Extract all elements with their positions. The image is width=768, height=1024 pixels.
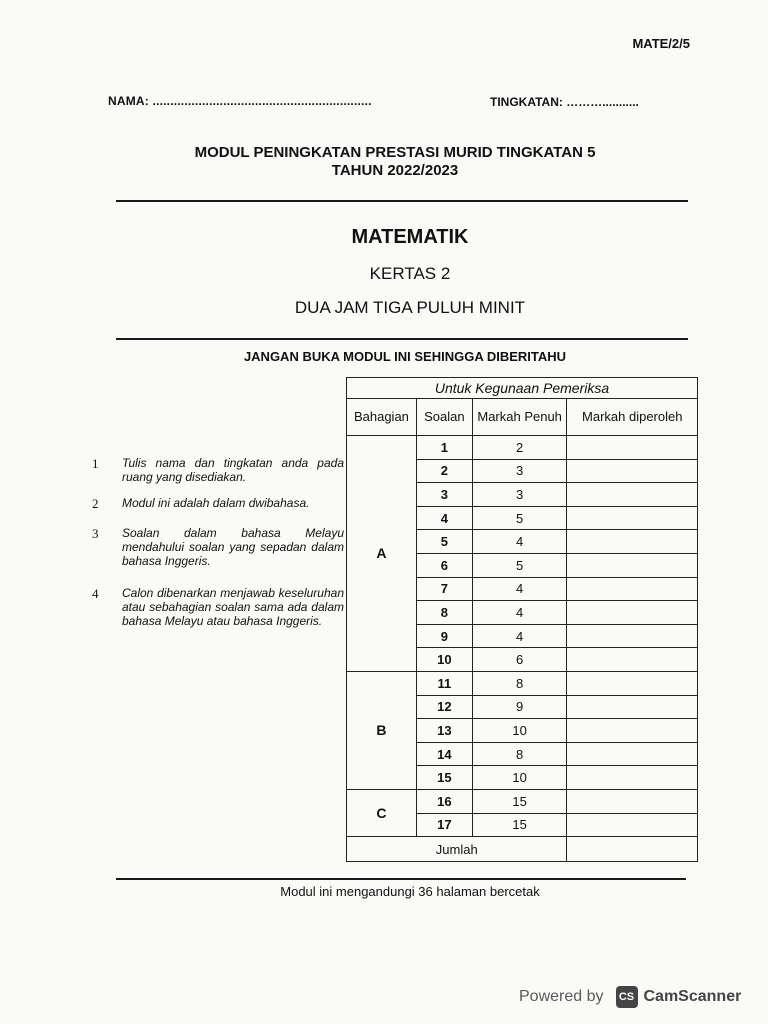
marks-obtained-cell [567,671,698,695]
full-marks: 8 [472,671,567,695]
instruction-item [92,526,344,568]
question-number: 6 [416,553,472,577]
marks-obtained-cell [567,789,698,813]
divider-top [116,200,688,202]
marks-obtained-cell [567,459,698,483]
instruction-text: Calon dibenarkan menjawab keseluruhan atau sebahagian soalan sama ada dalam bahasa Melayu atau bahasa Inggeris. [122,586,344,628]
instruction-item [92,496,344,512]
table-row [347,789,698,813]
section-label: A [347,436,417,672]
question-number: 5 [416,530,472,554]
page-count-note: Modul ini mengandungi 36 halaman bercetak [280,884,540,899]
header-soalan: Soalan [416,399,472,436]
marks-obtained-cell [567,483,698,507]
marks-obtained-cell [567,436,698,460]
form-field: TINGKATAN: ………........... [490,95,639,109]
instruction-number: 2 [92,496,99,511]
instruction-text: Tulis nama dan tingkatan anda pada ruang yang disediakan. [122,456,344,484]
question-number: 16 [416,789,472,813]
total-row [347,837,698,862]
question-number: 1 [416,436,472,460]
full-marks: 9 [472,695,567,719]
marks-obtained-cell [567,577,698,601]
module-title-line2: TAHUN 2022/2023 [331,162,459,179]
question-number: 11 [416,671,472,695]
marks-obtained-cell [567,553,698,577]
question-number: 15 [416,766,472,790]
full-marks: 6 [472,648,567,672]
instruction-number: 1 [92,456,99,471]
question-number: 4 [416,506,472,530]
header-bahagian: Bahagian [347,399,417,436]
marks-obtained-cell [567,624,698,648]
question-number: 17 [416,813,472,837]
question-number: 8 [416,601,472,625]
marks-obtained-cell [567,695,698,719]
camscanner-watermark [519,986,741,1008]
full-marks: 4 [472,601,567,625]
question-number: 2 [416,459,472,483]
divider-bottom [116,878,686,880]
instruction-item [92,586,344,628]
total-label: Jumlah [347,837,567,862]
warning-text: JANGAN BUKA MODUL INI SEHINGGA DIBERITAHU [243,349,567,364]
marks-obtained-cell [567,719,698,743]
full-marks: 3 [472,459,567,483]
paper-code: MATE/2/5 [632,36,690,51]
module-title [150,144,640,180]
marks-obtained-cell [567,601,698,625]
full-marks: 10 [472,766,567,790]
exam-duration: DUA JAM TIGA PULUH MINIT [294,298,526,317]
full-marks: 4 [472,624,567,648]
full-marks: 4 [472,577,567,601]
question-number: 13 [416,719,472,743]
total-marks-cell [567,837,698,862]
question-number: 7 [416,577,472,601]
table-body [347,436,698,837]
table-row [347,436,698,460]
full-marks: 8 [472,742,567,766]
instructions-list [92,456,344,639]
name-field: NAMA: .............................................................. [108,94,372,108]
question-number: 10 [416,648,472,672]
section-label: B [347,671,417,789]
table-row [347,671,698,695]
marks-obtained-cell [567,506,698,530]
full-marks: 4 [472,530,567,554]
examiner-marks-table [346,377,698,862]
marks-obtained-cell [567,648,698,672]
camscanner-logo-icon: CS [616,986,638,1008]
marks-obtained-cell [567,530,698,554]
instruction-item [92,456,344,484]
header-markah-penuh: Markah Penuh [472,399,567,436]
full-marks: 5 [472,506,567,530]
section-label: C [347,789,417,836]
header-markah-diperoleh: Markah diperoleh [567,399,698,436]
full-marks: 15 [472,813,567,837]
module-title-line1: MODUL PENINGKATAN PRESTASI MURID TINGKATAN 5 [194,144,596,161]
marks-obtained-cell [567,813,698,837]
powered-by-text: Powered by [519,988,604,1005]
full-marks: 5 [472,553,567,577]
camscanner-name: CamScanner [643,988,742,1005]
table-caption: Untuk Kegunaan Pemeriksa [347,378,698,399]
full-marks: 2 [472,436,567,460]
question-number: 14 [416,742,472,766]
marks-obtained-cell [567,742,698,766]
divider-middle [116,338,688,340]
marks-obtained-cell [567,766,698,790]
full-marks: 10 [472,719,567,743]
instruction-text: Soalan dalam bahasa Melayu mendahului soalan yang sepadan dalam bahasa Inggeris. [122,526,344,568]
full-marks: 3 [472,483,567,507]
paper-number: KERTAS 2 [369,264,451,283]
question-number: 9 [416,624,472,648]
instruction-number: 4 [92,586,99,601]
full-marks: 15 [472,789,567,813]
instruction-number: 3 [92,526,99,541]
question-number: 12 [416,695,472,719]
instruction-text: Modul ini adalah dalam dwibahasa. [122,496,310,510]
question-number: 3 [416,483,472,507]
subject-title: MATEMATIK [351,226,469,248]
